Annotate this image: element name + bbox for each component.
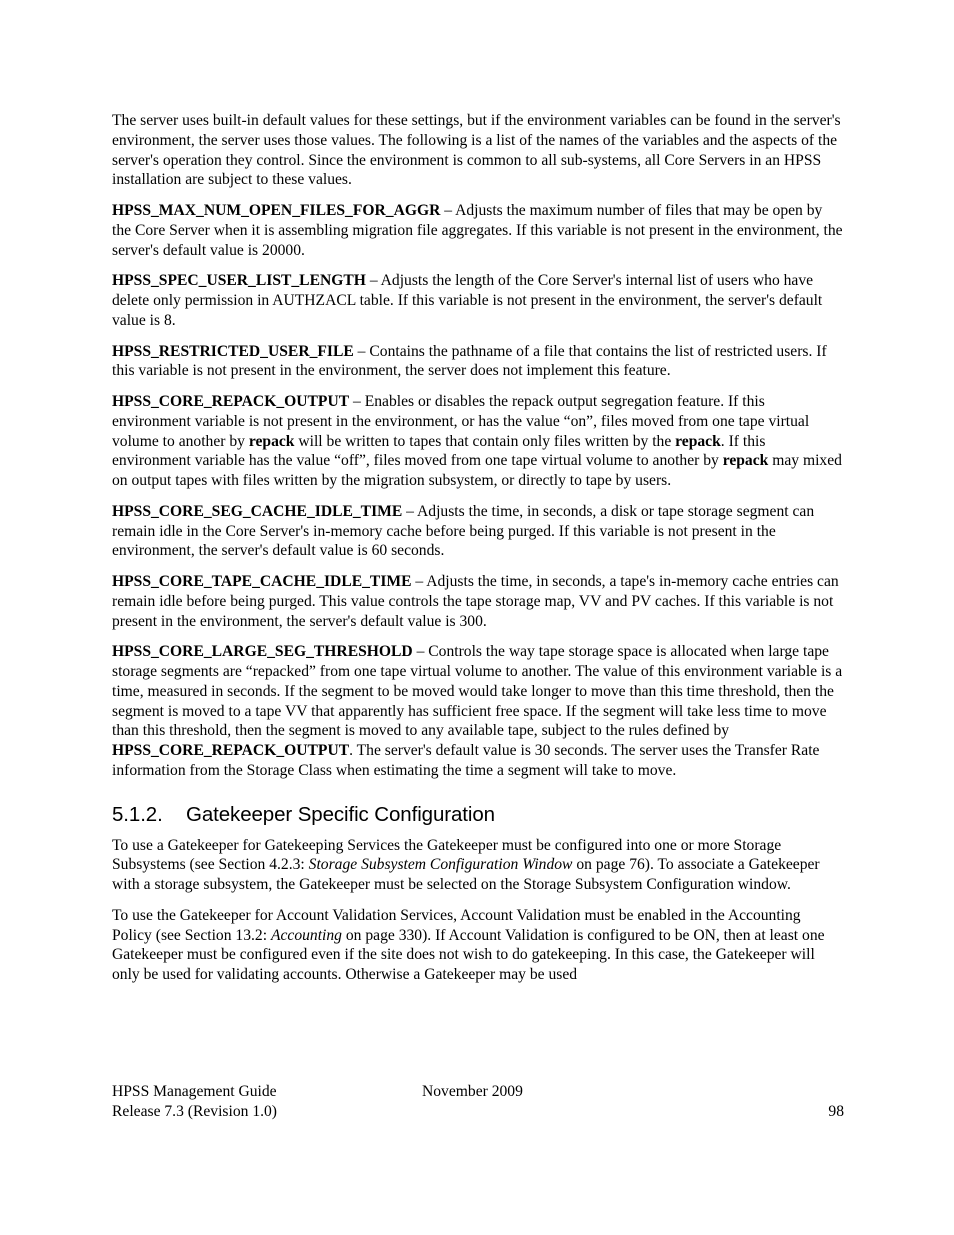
paragraph-text: To use the Gatekeeper for Account Validation Services, Account Validation must be enabled in the Accounting Policy (see Section 13.2: [112, 906, 801, 944]
env-var-description: – Enables or disables the repack output segregation feature. If this environment variable is not present in the environment, or has the value “on”, files moved from one tape virtual volume to another by [112, 393, 810, 450]
repack-term: repack [675, 432, 721, 450]
repack-term: repack [248, 432, 295, 450]
footer-guide-title: HPSS Management Guide [112, 1083, 277, 1100]
env-var-name: HPSS_CORE_REPACK_OUTPUT [112, 393, 350, 410]
repack-term: repack [722, 452, 769, 470]
env-var-reference: HPSS_CORE_REPACK_OUTPUT [112, 742, 350, 759]
env-var-description: . The server's default value is 30 seconds. The server uses the Transfer Rate information from the Storage Class when estimating the time a segment will take to move. [112, 742, 820, 779]
env-var-description: – Adjusts the time, in seconds, a tape's in-memory cache entries can remain idle before being purged. This value controls the tape storage map, VV and PV caches. If this variable is not present in the environment, the server's default value is 300. [112, 573, 839, 630]
env-var-description: – Controls the way tape storage space is allocated when large tape storage segments are “repacked” from one tape virtual volume to another. The value of this environment variable is a time, measured in seconds. If the segment to be moved would take longer to move than this time threshold, then the segment is moved to a tape VV that apparently has sufficient free space. If the segment will take less time to move than this threshold, then the segment is moved to any available tape, subject to the rules defined by [112, 643, 843, 740]
env-var-large-seg-threshold [112, 642, 844, 780]
env-var-description: – Contains the pathname of a file that contains the list of restricted users. If this variable is not present in the environment, the server does not implement this feature. [112, 342, 827, 380]
footer-release: Release 7.3 (Revision 1.0) [112, 1103, 277, 1120]
env-var-seg-cache-idle-time [112, 502, 844, 561]
env-var-name: HPSS_CORE_LARGE_SEG_THRESHOLD [112, 643, 413, 661]
env-var-name: HPSS_CORE_SEG_CACHE_IDLE_TIME [112, 502, 403, 520]
footer-date: November 2009 [422, 1083, 523, 1100]
env-var-description: – Adjusts the length of the Core Server's internal list of users who have delete only permission in AUTHZACL table. If this variable is not present in the environment, the server's default value is 8. [112, 272, 823, 329]
env-var-tape-cache-idle-time [112, 572, 844, 631]
env-var-description: may mixed on output tapes with files written by the migration subsystem, or directly to tape by users. [112, 452, 842, 489]
env-var-name: HPSS_CORE_TAPE_CACHE_IDLE_TIME [112, 573, 412, 590]
env-var-max-open-files [112, 201, 844, 260]
env-var-name: HPSS_RESTRICTED_USER_FILE [112, 342, 354, 360]
gatekeeper-paragraph-1 [112, 836, 844, 895]
page-footer [112, 1082, 844, 1122]
env-var-spec-user-list [112, 271, 844, 330]
env-var-core-repack-output [112, 392, 844, 491]
section-heading [112, 802, 844, 828]
env-var-description: – Adjusts the maximum number of files that may be open by the Core Server when it is assembling migration file aggregates. If this variable is not present in the environment, the server's default value is 20000. [112, 202, 843, 259]
section-number: 5.1.2. [112, 802, 163, 826]
env-var-description: will be written to tapes that contain only files written by the [294, 432, 676, 450]
page-number: 98 [828, 1103, 844, 1120]
cross-reference-link[interactable]: Storage Subsystem Configuration Window [308, 856, 573, 874]
cross-reference-link[interactable]: Accounting [270, 926, 342, 944]
section-title: Gatekeeper Specific Configuration [186, 802, 495, 826]
env-var-description: – Adjusts the time, in seconds, a disk or tape storage segment can remain idle in the Core Server's in-memory cache before being purged. If this variable is not present in the environment, the server's default value is 60 seconds. [112, 502, 815, 560]
paragraph-text: on page 76). To associate a Gatekeeper with a storage subsystem, the Gatekeeper must be selected on the Storage Subsystem Configuration window. [112, 856, 820, 893]
env-var-name: HPSS_MAX_NUM_OPEN_FILES_FOR_AGGR [112, 202, 441, 219]
paragraph-text: on page 330). If Account Validation is configured to be ON, then at least one Gatekeeper must be configured even if the site does not wish to do gatekeeping. In this case, the Gatekeeper will only be used for validating accounts. Otherwise a Gatekeeper may be used [112, 926, 825, 983]
env-var-description: . If this environment variable has the value “off”, files moved from one tape virtual volume to another by [112, 432, 766, 470]
paragraph-text: To use a Gatekeeper for Gatekeeping Services the Gatekeeper must be configured into one or more Storage Subsystems (see Section 4.2.3: [112, 836, 782, 874]
gatekeeper-paragraph-2 [112, 906, 844, 985]
page-content [112, 111, 844, 996]
env-var-restricted-user-file [112, 342, 844, 382]
env-var-name: HPSS_SPEC_USER_LIST_LENGTH [112, 272, 366, 290]
intro-paragraph: The server uses built-in default values for these settings, but if the environment variables can be found in the server's environment, the server uses those values. The following is a list of the names of the variables and the aspects of the server's operation they control. Since the environment is common to all sub-systems, all Core Servers in an HPSS installation are subject to these values. [112, 112, 841, 189]
